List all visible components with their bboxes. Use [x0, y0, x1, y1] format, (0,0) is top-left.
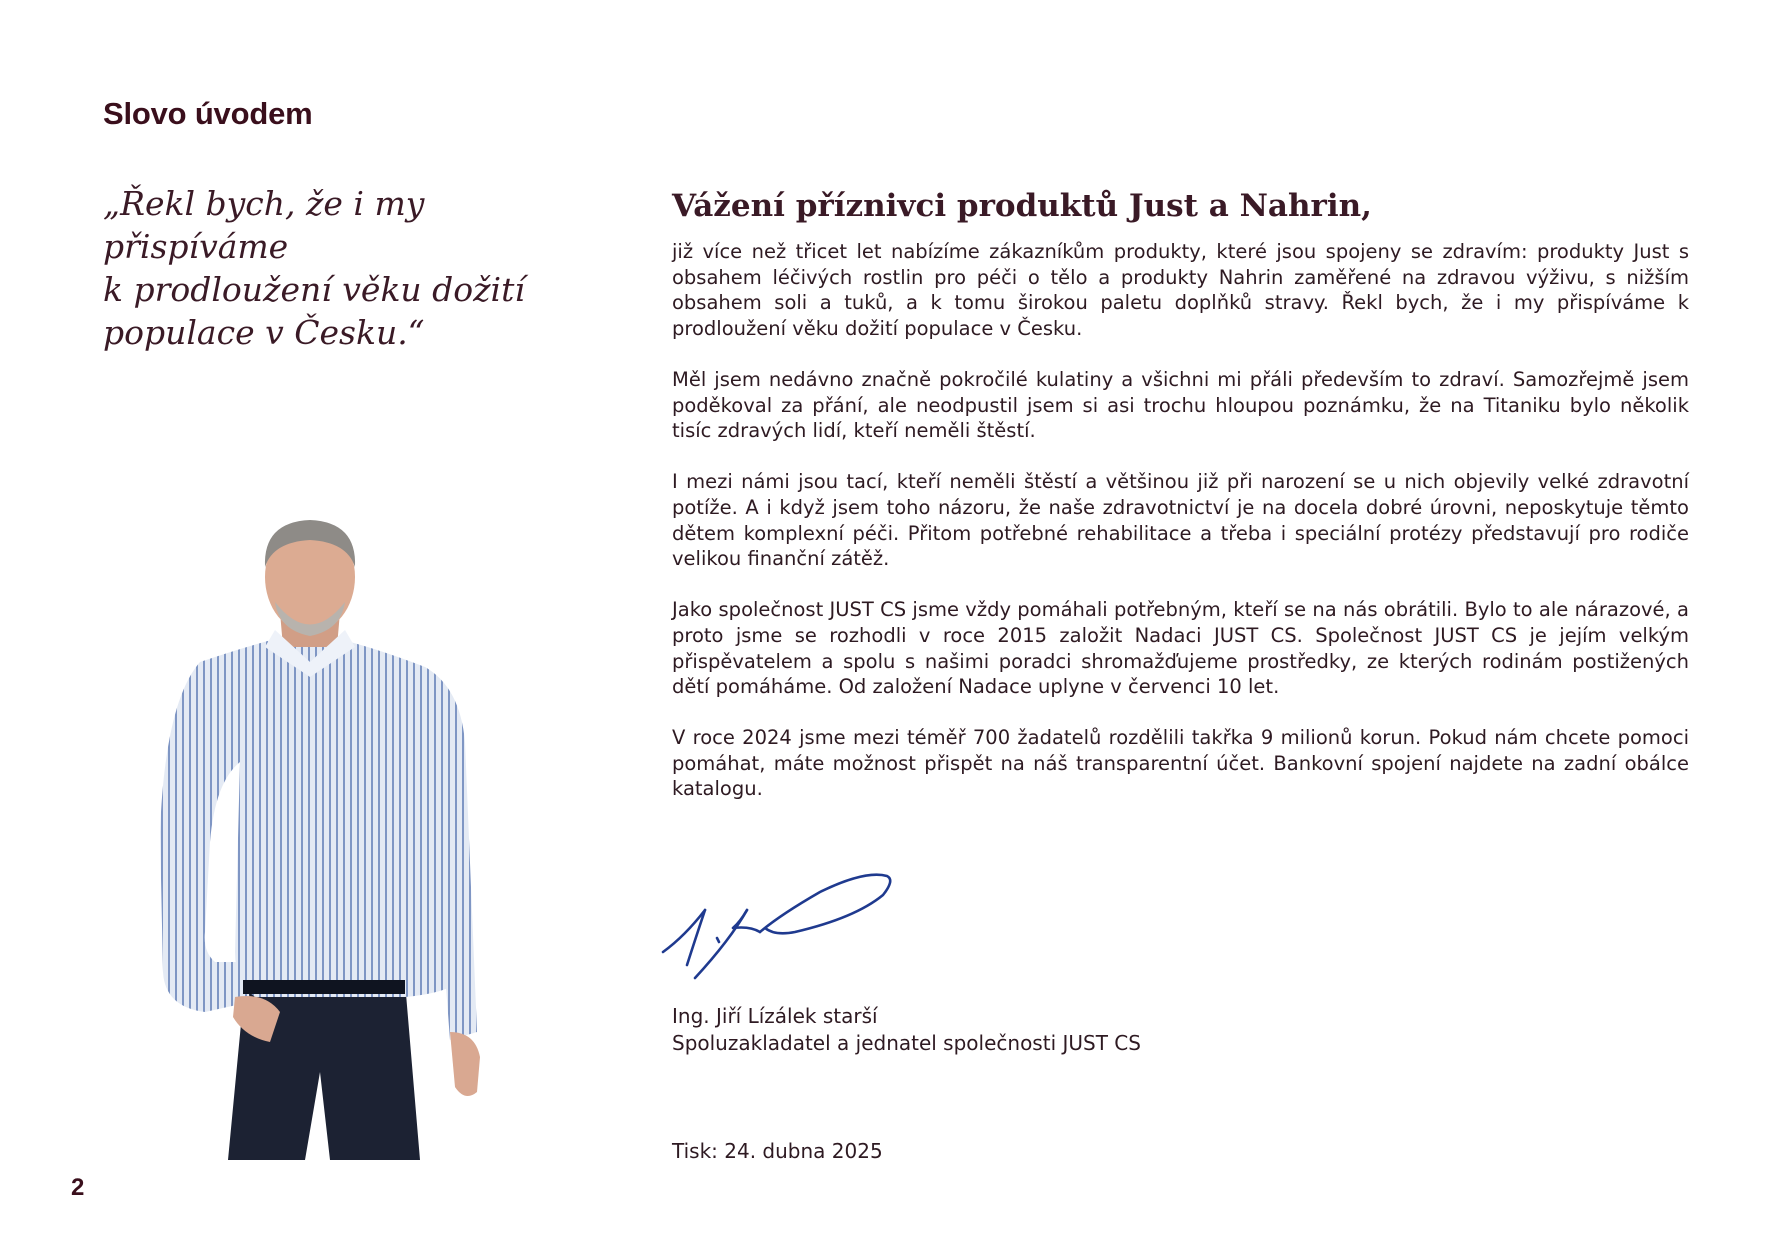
- letter-paragraph: V roce 2024 jsme mezi téměř 700 žadatelů rozdělili takřka 9 milionů korun. Pokud nám chcete pomoci pomáhat, máte možnost přispět na náš transparentní účet. Bankovní spojení najdete na zadní obálce katalogu.: [672, 726, 1689, 801]
- letter-paragraph: Jako společnost JUST CS jsme vždy pomáhali potřebným, kteří se na nás obrátili. Bylo to ale nárazové, a proto jsme se rozhodli v roce 2015 založit Nadaci JUST CS. Společnost JUST CS je jejím velkým přispěvatelem a spolu s našimi poradci shromažďujeme prostředky, ze kterých rodinám postižených dětí pomáháme. Od založení Nadace uplyne v červenci 10 let.: [672, 598, 1689, 699]
- pull-quote-line: k prodloužení věku dožití: [103, 270, 525, 309]
- page-number: 2: [71, 1174, 85, 1201]
- signer-block: [672, 1003, 1141, 1057]
- handwritten-signature: [655, 870, 895, 980]
- letter-paragraph: již více než třicet let nabízíme zákazníkům produkty, které jsou spojeny se zdravím: produkty Just s obsahem léčivých rostlin pro péči o tělo a produkty Nahrin zaměřené na zdravou výživu, s nižším obsahem soli a tuků, a k tomu širokou paletu doplňků stravy. Řekl bych, že i my přispíváme k prodloužení věku dožití populace v Česku.: [672, 240, 1689, 340]
- pull-quote: [103, 182, 603, 354]
- letter-body: [672, 186, 1689, 828]
- letter-greeting: Vážení příznivci produktů Just a Nahrin,: [672, 188, 1372, 224]
- signer-name: Ing. Jiří Lízálek starší: [672, 1004, 878, 1028]
- pull-quote-line: „Řekl bych, že i my přispíváme: [103, 184, 425, 266]
- section-title: Slovo úvodem: [103, 96, 313, 131]
- letter-paragraph: I mezi námi jsou tací, kteří neměli štěstí a většinou již při narození se u nich objevily velké zdravotní potíže. A i když jsem toho názoru, že naše zdravotnictví je na docela dobré úrovni, neposkytuje těmto dětem komplexní péči. Přitom potřebné rehabilitace a třeba i speciální protézy představují pro rodiče velikou finanční zátěž.: [672, 470, 1689, 571]
- portrait-photo: [105, 512, 525, 1160]
- print-date: Tisk: 24. dubna 2025: [672, 1139, 883, 1163]
- signer-role: Spoluzakladatel a jednatel společnosti JUST CS: [672, 1031, 1141, 1055]
- pull-quote-line: populace v Česku.“: [103, 313, 425, 352]
- letter-paragraph: Měl jsem nedávno značně pokročilé kulatiny a všichni mi přáli především to zdraví. Samozřejmě jsem poděkoval za přání, ale neodpustil jsem si asi trochu hloupou poznámku, že na Titaniku bylo několik tisíc zdravých lidí, kteří neměli štěstí.: [672, 367, 1689, 443]
